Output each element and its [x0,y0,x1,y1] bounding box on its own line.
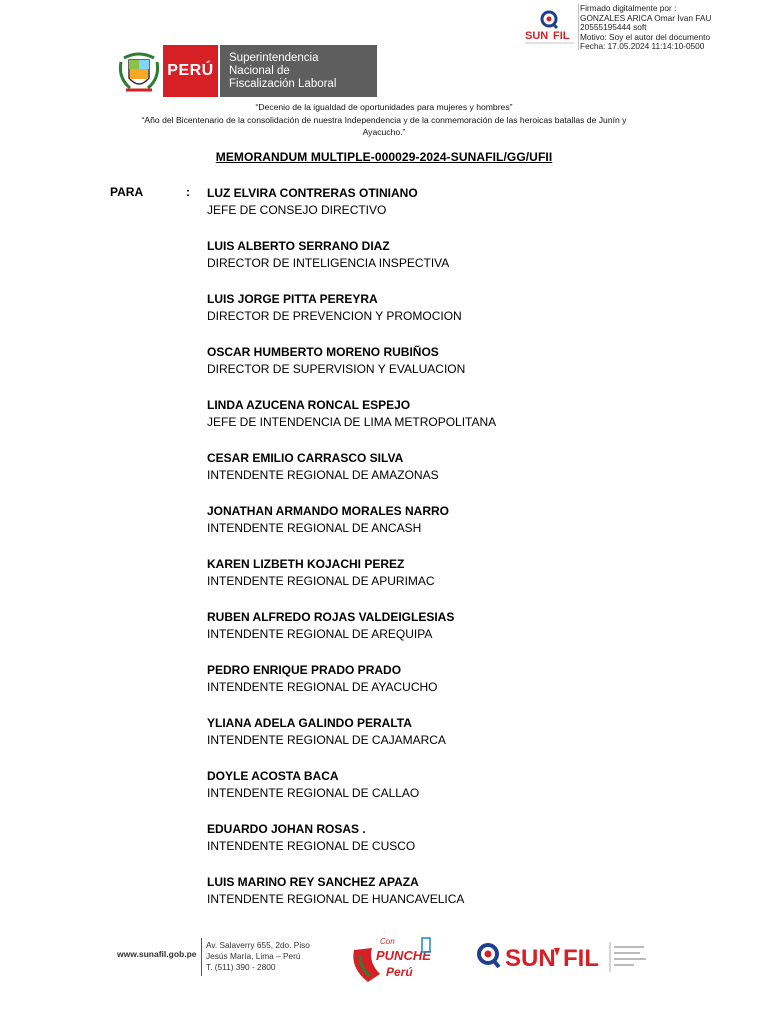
recipient [207,662,667,715]
signature-line-4: Motivo: Soy el autor del documento [580,32,711,42]
recipient-name: KAREN LIZBETH KOJACHI PEREZ [207,557,405,571]
decree-line-2: “Año del Bicentenario de la consolidación de nuestra Independencia y de la conmemoración de las heroicas batallas de Junín y [141,114,627,125]
decree-line-1: “Decenio de la igualdad de oportunidades para mujeres y hombres” [255,102,513,112]
recipient-title: JEFE DE INTENDENCIA DE LIMA METROPOLITANA [207,415,497,429]
footer-website-link[interactable]: www.sunafil.gob.pe [117,949,197,959]
svg-text:PUNCHE: PUNCHE [376,948,431,963]
svg-text:FIL: FIL [553,30,570,42]
footer-address [206,940,310,973]
recipient-title: DIRECTOR DE INTELIGENCIA INSPECTIVA [207,256,450,270]
footer-divider [201,938,202,976]
peru-brand: PERÚ [163,45,218,97]
recipient [207,291,667,344]
recipient-name: LUZ ELVIRA CONTRERAS OTINIANO [207,186,418,200]
recipient-title: INTENDENTE REGIONAL DE AREQUIPA [207,627,433,641]
decree-line-3: Ayacucho.” [362,127,406,137]
recipient-title: JEFE DE CONSEJO DIRECTIVO [207,203,387,217]
coat-of-arms-icon [116,48,162,96]
recipient-title: INTENDENTE REGIONAL DE CALLAO [207,786,420,800]
recipient-list [207,185,667,927]
recipient [207,821,667,874]
signature-line-2: GONZALES ARICA Omar Ivan FAU [580,13,712,23]
para-label: PARA [110,185,144,199]
recipient-title: DIRECTOR DE SUPERVISION Y EVALUACION [207,362,466,376]
recipient-name: YLIANA ADELA GALINDO PERALTA [207,716,412,730]
recipient [207,450,667,503]
recipient [207,503,667,556]
svg-text:Con: Con [380,937,395,946]
recipient [207,715,667,768]
recipient [207,185,667,238]
recipient [207,344,667,397]
signature-line-1: Firmado digitalmente por : [580,4,677,13]
recipient [207,397,667,450]
recipient-title: DIRECTOR DE PREVENCION Y PROMOCION [207,309,462,323]
address-line-3: T. (511) 390 - 2800 [206,962,276,972]
entity-line-1: Superintendencia [229,52,319,64]
recipient-title: INTENDENTE REGIONAL DE HUANCAVELICA [207,892,465,906]
sunafil-logo [474,936,654,980]
con-punche-peru-logo [346,930,436,988]
recipient-title: INTENDENTE REGIONAL DE APURIMAC [207,574,435,588]
signature-divider [578,4,579,50]
recipient [207,609,667,662]
recipient-title: INTENDENTE REGIONAL DE CUSCO [207,839,416,853]
entity-line-3: Fiscalización Laboral [229,78,337,90]
recipient-title: INTENDENTE REGIONAL DE CAJAMARCA [207,733,446,747]
decree-text [100,101,668,139]
recipient-name: LUIS JORGE PITTA PEREYRA [207,292,378,306]
recipient-name: PEDRO ENRIQUE PRADO PRADO [207,663,402,677]
entity-line-2: Nacional de [229,65,290,77]
digital-signature-text [580,4,766,52]
signature-logo [522,6,576,46]
recipient-name: RUBEN ALFREDO ROJAS VALDEIGLESIAS [207,610,455,624]
recipient [207,768,667,821]
signature-line-3: 20555195444 soft [580,23,647,33]
recipient-name: EDUARDO JOHAN ROSAS . [207,822,366,836]
address-line-2: Jesús María, Lima – Perú [206,951,301,961]
recipient-name: LINDA AZUCENA RONCAL ESPEJO [207,398,411,412]
signature-line-5: Fecha: 17.05.2024 11:14:10-0500 [580,42,705,52]
recipient-name: DOYLE ACOSTA BACA [207,769,339,783]
recipient-title: INTENDENTE REGIONAL DE ANCASH [207,521,422,535]
recipient-name: LUIS ALBERTO SERRANO DIAZ [207,239,390,253]
svg-text:SUN: SUN [525,30,549,42]
recipient-title: INTENDENTE REGIONAL DE AMAZONAS [207,468,439,482]
para-colon: : [186,185,190,199]
recipient-title: INTENDENTE REGIONAL DE AYACUCHO [207,680,438,694]
recipient-name: JONATHAN ARMANDO MORALES NARRO [207,504,449,518]
svg-text:Perú: Perú [386,965,413,979]
recipient [207,556,667,609]
recipient [207,874,667,927]
recipient-name: OSCAR HUMBERTO MORENO RUBIÑOS [207,345,439,359]
svg-text:SUN: SUN [505,945,556,972]
recipient-name: LUIS MARINO REY SANCHEZ APAZA [207,875,419,889]
address-line-1: Av. Salaverry 655, 2do. Piso [206,940,310,950]
entity-name-box [220,45,377,97]
memo-title: MEMORANDUM MULTIPLE-000029-2024-SUNAFIL/GG/UFII [215,150,553,164]
recipient [207,238,667,291]
recipient-name: CESAR EMILIO CARRASCO SILVA [207,451,404,465]
svg-text:FIL: FIL [563,945,599,972]
